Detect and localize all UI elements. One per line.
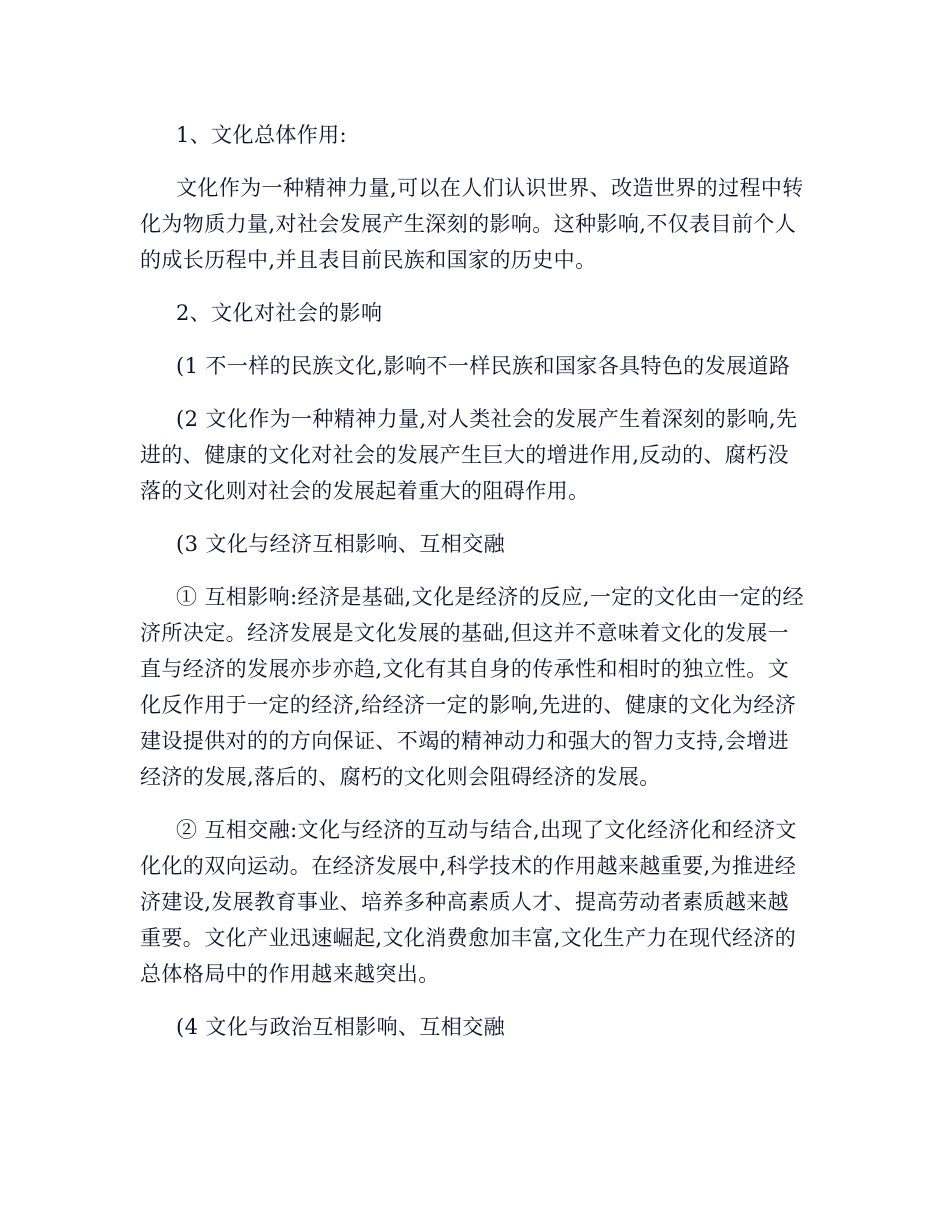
list-item-2: (2 文化作为一种精神力量,对人类社会的发展产生着深刻的影响,先进的、健康的文化对社会的发展产生巨大的增进作用,反动的、腐朽没落的文化则对社会的发展起着重大的阻碍作用。 [140, 407, 798, 503]
section-heading-1: 1、文化总体作用: [176, 123, 348, 147]
sub-item-mutual-integration: ② 互相交融:文化与经济的互动与结合,出现了文化经济化和经济文化化的双向运动。在经济发展中,科学技术的作用越来越重要,为推进经济建设,发展教育事业、培养多种高素质人才、提高劳动者素质越来越重要。文化产业迅速崛起,文化消费愈加丰富,文化生产力在现代经济的总体格局中的作用越来越突出。 [140, 818, 797, 986]
sub-item-mutual-influence: ① 互相影响:经济是基础,文化是经济的反应,一定的文化由一定的经济所决定。经济发展是文化发展的基础,但这并不意味着文化的发展一直与经济的发展亦步亦趋,文化有其自身的传承性和相时的独立性。文化反作用于一定的经济,给经济一定的影响,先进的、健康的文化为经济建设提供对的的方向保证、不竭的精神动力和强大的智力支持,会增进经济的发展,落后的、腐朽的文化则会阻碍经济的发展。 [140, 585, 804, 789]
list-item-4: (4 文化与政治互相影响、互相交融 [176, 1015, 506, 1039]
paragraph-culture-overall-role: 文化作为一种精神力量,可以在人们认识世界、改造世界的过程中转化为物质力量,对社会发展产生深刻的影响。这种影响,不仅表目前个人的成长历程中,并且表目前民族和国家的历史中。 [140, 176, 804, 272]
section-heading-2: 2、文化对社会的影响 [176, 301, 383, 325]
list-item-1: (1 不一样的民族文化,影响不一样民族和国家各具特色的发展道路 [176, 354, 791, 378]
list-item-3: (3 文化与经济互相影响、互相交融 [176, 532, 506, 556]
